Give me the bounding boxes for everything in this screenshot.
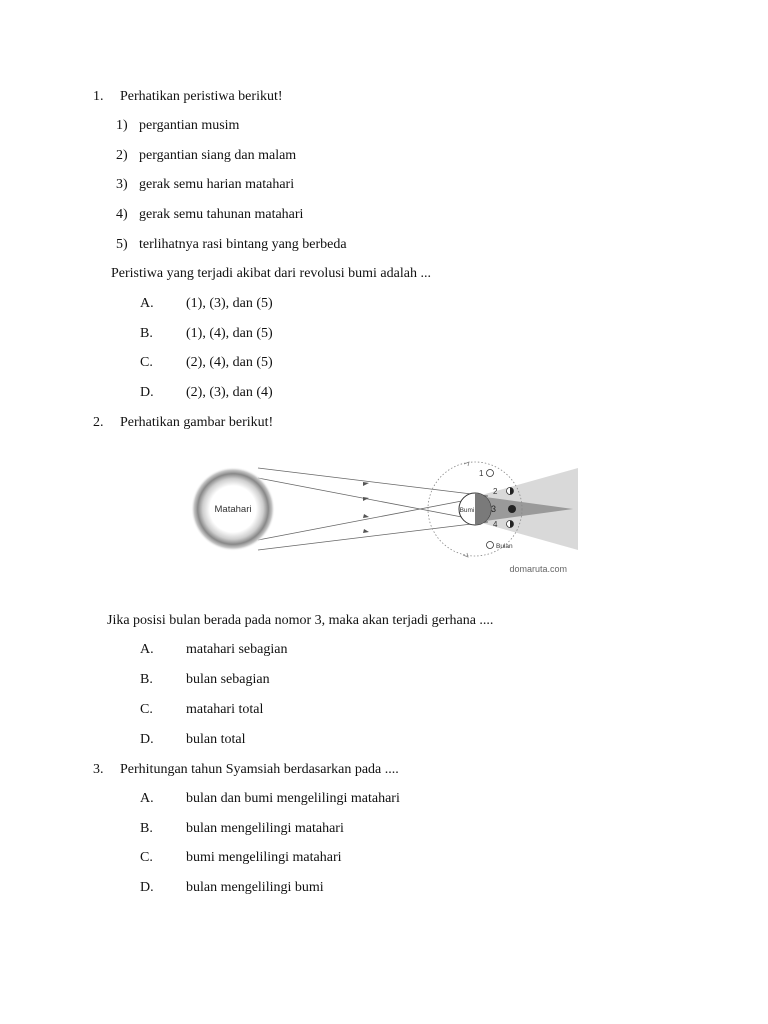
question-text: Perhatikan peristiwa berikut! (120, 89, 283, 104)
option-letter: A. (140, 642, 154, 657)
option-letter: A. (140, 296, 154, 311)
list-item-number: 1) (116, 118, 128, 133)
option-text: bulan sebagian (186, 672, 270, 687)
question-stem: Peristiwa yang terjadi akibat dari revolusi bumi adalah ... (111, 266, 431, 281)
position-label-1: 1 (479, 469, 484, 478)
watermark: domaruta.com (509, 564, 567, 574)
position-label-4: 4 (493, 520, 498, 529)
question-text: Perhatikan gambar berikut! (120, 415, 274, 430)
question-number: 3. (93, 762, 104, 777)
option-text: (1), (3), dan (5) (186, 296, 273, 311)
option-text: matahari total (186, 702, 264, 717)
moon-bulan-icon (487, 542, 494, 549)
option-letter: B. (140, 672, 153, 687)
list-item-number: 5) (116, 237, 128, 252)
list-item-text: pergantian siang dan malam (139, 148, 297, 163)
question-number: 1. (93, 89, 104, 104)
option-letter: C. (140, 355, 153, 370)
option-letter: A. (140, 791, 154, 806)
question-number: 2. (93, 415, 104, 430)
eclipse-diagram (188, 438, 578, 580)
moon-label: Bulan (496, 543, 513, 550)
list-item-text: terlihatnya rasi bintang yang berbeda (139, 237, 347, 252)
option-text: bulan dan bumi mengelilingi matahari (186, 791, 400, 806)
sun-label: Matahari (214, 504, 252, 515)
list-item-number: 2) (116, 148, 128, 163)
option-text: bulan total (186, 732, 246, 747)
option-text: (2), (4), dan (5) (186, 355, 273, 370)
option-letter: B. (140, 821, 153, 836)
position-label-3: 3 (491, 504, 497, 514)
list-item-text: gerak semu harian matahari (139, 177, 295, 192)
option-letter: D. (140, 385, 154, 400)
option-letter: D. (140, 732, 154, 747)
option-text: bulan mengelilingi matahari (186, 821, 344, 836)
question-stem: Jika posisi bulan berada pada nomor 3, maka akan terjadi gerhana .... (107, 613, 494, 628)
list-item-text: pergantian musim (139, 118, 240, 133)
option-text: (1), (4), dan (5) (186, 326, 273, 341)
option-text: matahari sebagian (186, 642, 288, 657)
option-letter: C. (140, 702, 153, 717)
option-text: (2), (3), dan (4) (186, 385, 273, 400)
list-item-text: gerak semu tahunan matahari (139, 207, 304, 222)
option-letter: D. (140, 880, 154, 895)
moon-position-1-icon (487, 470, 494, 477)
option-text: bumi mengelilingi matahari (186, 850, 342, 865)
moon-position-3-icon (508, 505, 516, 513)
option-text: bulan mengelilingi bumi (186, 880, 324, 895)
question-text: Perhitungan tahun Syamsiah berdasarkan pada .... (120, 762, 399, 777)
earth-label: Bumi (459, 507, 475, 514)
list-item-number: 3) (116, 177, 128, 192)
option-letter: C. (140, 850, 153, 865)
option-letter: B. (140, 326, 153, 341)
list-item-number: 4) (116, 207, 128, 222)
position-label-2: 2 (493, 487, 498, 496)
